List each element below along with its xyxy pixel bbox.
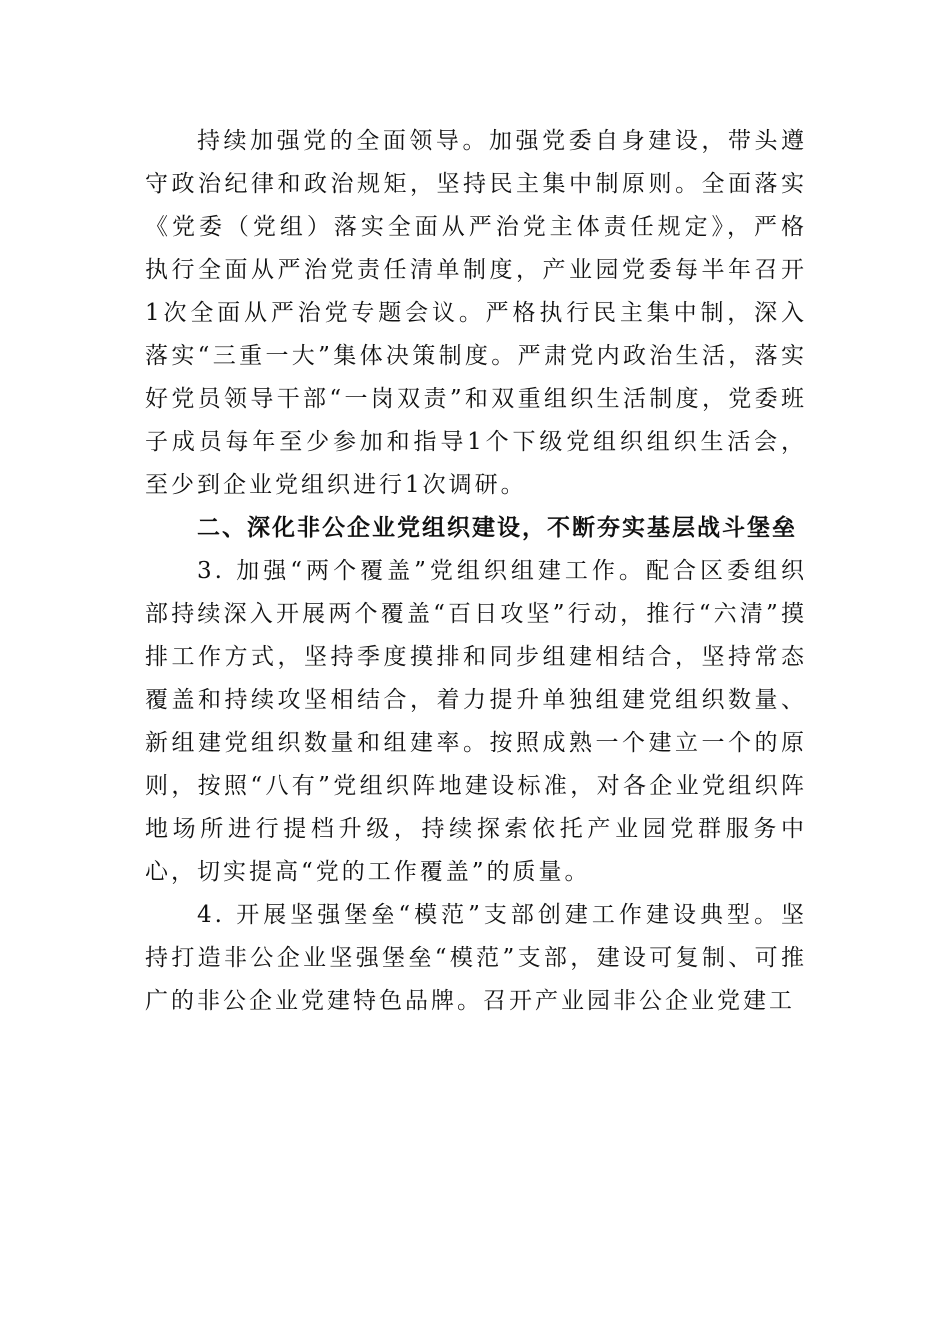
section-heading: 二、深化非公企业党组织建设，不断夯实基层战斗堡垒 <box>197 515 797 541</box>
paragraph-party-leadership: 持续加强党的全面领导。加强党委自身建设，带头遵守政治纪律和政治规矩，坚持民主集中制原则。全面落实《党委（党组）落实全面从严治党主体责任规定》，严格执行全面从严治党责任清单制度，产业园党委每半年召开1次全面从严治党专题会议。严格执行民主集中制，深入落实“三重一大”集体决策制度。严肃党内政治生活，落实好党员领导干部“一岗双责”和双重组织生活制度，党委班子成员每年至少参加和指导1个下级党组织组织生活会，至少到企业党组织进行1次调研。 <box>145 128 807 498</box>
paragraph-two-coverage: 3. 加强“两个覆盖”党组织组建工作。配合区委组织部持续深入开展两个覆盖“百日攻坚”行动，推行“六清”摸排工作方式，坚持季度摸排和同步组建相结合，坚持常态覆盖和持续攻坚相结合，着力提升单独组建党组织数量、新组建党组织数量和组建率。按照成熟一个建立一个的原则，按照“八有”党组织阵地建设标准，对各企业党组织阵地场所进行提档升级，持续探索依托产业园党群服务中心，切实提高“党的工作覆盖”的质量。 <box>145 558 807 885</box>
document-body <box>145 120 807 1023</box>
paragraph-model-branch: 4. 开展坚强堡垒“模范”支部创建工作建设典型。坚持打造非公企业坚强堡垒“模范”支部，建设可复制、可推广的非公企业党建特色品牌。召开产业园非公企业党建工 <box>145 902 807 1014</box>
